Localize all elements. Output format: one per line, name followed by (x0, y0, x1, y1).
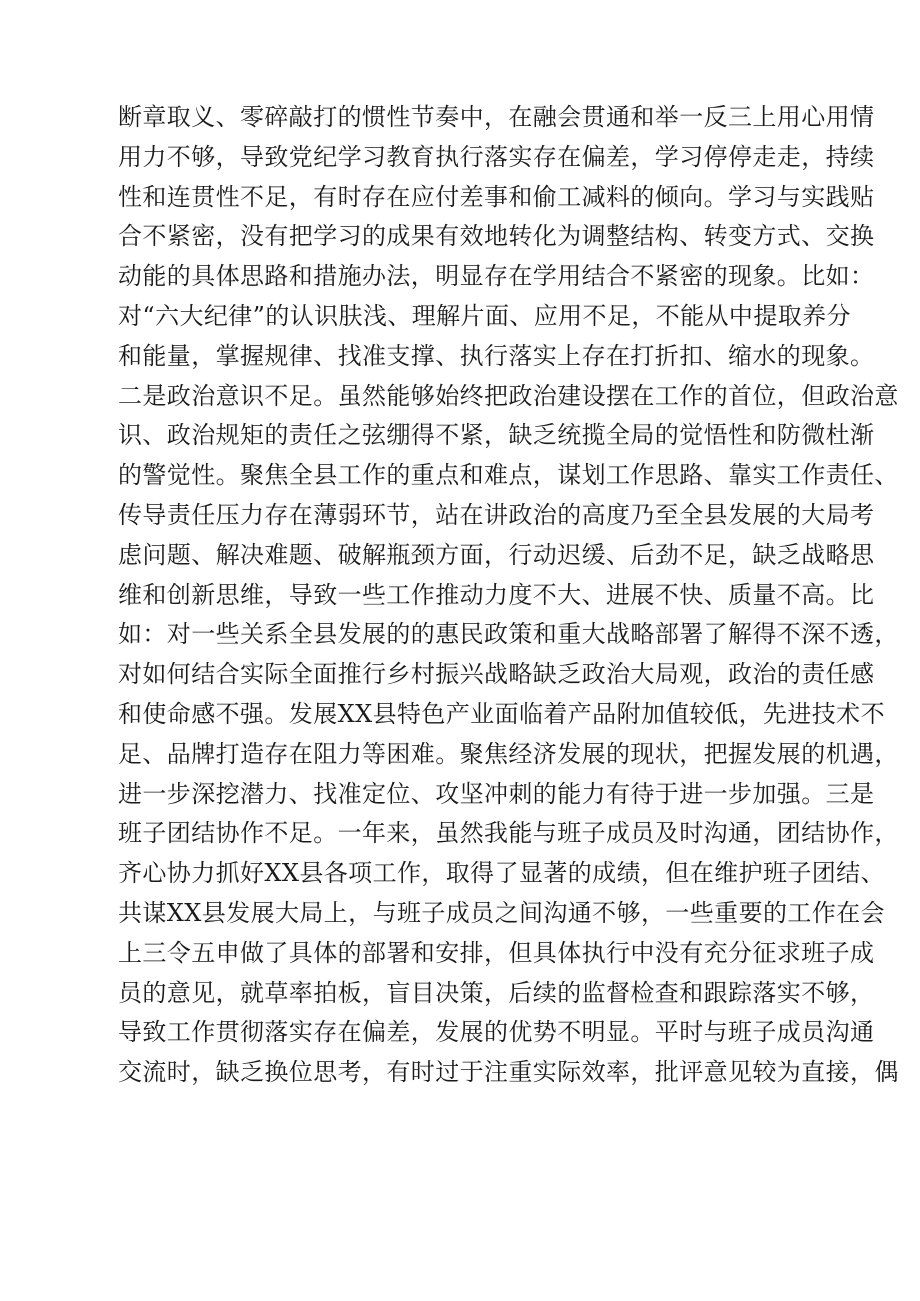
text-line: 维和创新思维，导致一些工作推动力度不大、进展不快、质量不高。比 (118, 580, 875, 609)
text-line: 虑问题、解决难题、破解瓶颈方面，行动迟缓、后劲不足，缺乏战略思 (118, 540, 875, 569)
text-line: 二是政治意识不足。虽然能够始终把政治建设摆在工作的首位，但政治意 (118, 381, 899, 410)
text-line: 动能的具体思路和措施办法，明显存在学用结合不紧密的现象。比如： (118, 262, 875, 291)
text-line: 性和连贯性不足，有时存在应付差事和偷工减料的倾向。学习与实践贴 (118, 182, 875, 211)
text-line: 断章取义、零碎敲打的惯性节奏中，在融会贯通和举一反三上用心用情 (118, 103, 875, 131)
text-line: 识、政治规矩的责任之弦绷得不紧，缺乏统揽全局的觉悟性和防微杜渐 (118, 421, 875, 450)
text-line: 对“六大纪律”的认识肤浅、理解片面、应用不足，不能从中提取养分 (118, 301, 851, 330)
text-line: 足、品牌打造存在阻力等困难。聚焦经济发展的现状，把握发展的机遇， (118, 739, 899, 768)
text-line: 齐心协力抓好XX县各项工作，取得了显著的成绩，但在维护班子团结、 (118, 859, 885, 888)
text-line: 共谋XX县发展大局上，与班子成员之间沟通不够，一些重要的工作在会 (118, 898, 885, 927)
text-line: 用力不够，导致党纪学习教育执行落实存在偏差，学习停停走走，持续 (118, 142, 875, 171)
text-line: 的警觉性。聚焦全县工作的重点和难点，谋划工作思路、靠实工作责任、 (118, 461, 899, 490)
text-line: 上三令五申做了具体的部署和安排，但具体执行中没有充分征求班子成 (118, 938, 875, 967)
text-line: 和使命感不强。发展XX县特色产业面临着产品附加值较低，先进技术不 (118, 699, 885, 728)
text-line: 员的意见，就草率拍板，盲目决策，后续的监督检查和跟踪落实不够， (118, 978, 875, 1007)
text-line: 传导责任压力存在薄弱环节，站在讲政治的高度乃至全县发展的大局考 (118, 500, 875, 529)
text-line: 交流时，缺乏换位思考，有时过于注重实际效率，批评意见较为直接，偶 (118, 1058, 899, 1087)
text-line: 合不紧密，没有把学习的成果有效地转化为调整结构、转变方式、交换 (118, 222, 875, 251)
body-text (118, 98, 899, 1093)
text-line: 如：对一些关系全县发展的的惠民政策和重大战略部署了解得不深不透， (118, 620, 899, 649)
text-line: 导致工作贯彻落实存在偏差，发展的优势不明显。平时与班子成员沟通 (118, 1018, 875, 1047)
text-line: 和能量，掌握规律、找准支撑、执行落实上存在打折扣、缩水的现象。 (118, 341, 875, 370)
text-line: 进一步深挖潜力、找准定位、攻坚冲刺的能力有待于进一步加强。三是 (118, 779, 875, 808)
text-line: 对如何结合实际全面推行乡村振兴战略缺乏政治大局观，政治的责任感 (118, 660, 875, 689)
text-line: 班子团结协作不足。一年来，虽然我能与班子成员及时沟通，团结协作， (118, 819, 899, 848)
